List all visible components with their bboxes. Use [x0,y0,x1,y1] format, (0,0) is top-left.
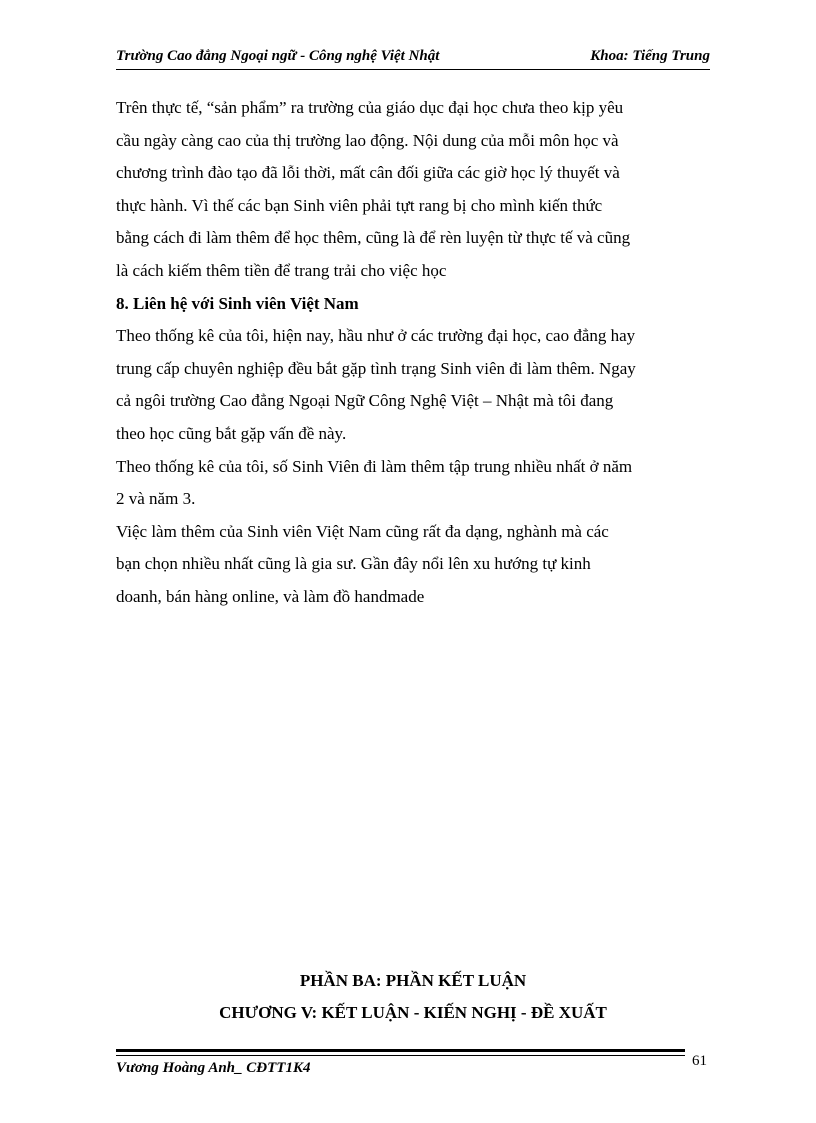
paragraph-line: Việc làm thêm của Sinh viên Việt Nam cũng rất đa dạng, nghành mà các [116,521,609,541]
paragraph-line: bạn chọn nhiều nhất cũng là gia sư. Gần đây nổi lên xu hướng tự kinh [116,554,591,574]
paragraph-line: Trên thực tế, “sản phẩm” ra trường của giáo dục đại học chưa theo kịp yêu [116,98,624,117]
paragraph-line: Theo thống kê của tôi, số Sinh Viên đi làm thêm tập trung nhiều nhất ở năm [116,456,633,476]
footer-divider-thick [116,1049,685,1052]
paragraph-line: là cách kiếm thêm tiền để trang trải cho việc học [116,260,447,280]
part-titles [116,965,710,1029]
paragraph-line: chương trình đào tạo đã lỗi thời, mất cân đối giữa các giờ học lý thuyết và [116,163,620,183]
paragraph-line: thực hành. Vì thế các bạn Sinh viên phải tựt rang bị cho mình kiến thức [116,195,603,215]
header-school-name: Trường Cao đẳng Ngoại ngữ - Công nghệ Việt Nhật [116,48,440,64]
section-heading: 8. Liên hệ với Sinh viên Việt Nam [116,293,359,313]
part-title: PHẦN BA: PHẦN KẾT LUẬN [299,971,527,990]
paragraph-line: cả ngôi trường Cao đẳng Ngoại Ngữ Công Nghệ Việt – Nhật mà tôi đang [116,391,614,411]
body-text [116,92,716,614]
paragraph-line: trung cấp chuyên nghiệp đều bắt gặp tình trạng Sinh viên đi làm thêm. Ngay [116,358,636,378]
chapter-title: CHƯƠNG V: KẾT LUẬN - KIẾN NGHỊ - ĐỀ XUẤT [219,1003,607,1022]
paragraph-line: theo học cũng bắt gặp vấn đề này. [116,423,347,443]
paragraph-line: bằng cách đi làm thêm để học thêm, cũng là để rèn luyện từ thực tế và cũng [116,228,631,248]
header-divider [116,69,710,70]
footer-divider-thin [116,1055,685,1056]
page-number: 61 [692,1053,707,1069]
paragraph-line: 2 và năm 3. [116,489,196,509]
paragraph-line: cầu ngày càng cao của thị trường lao động. Nội dung của mỗi môn học và [116,130,619,150]
footer-author: Vương Hoàng Anh_ CĐTT1K4 [116,1060,311,1076]
paragraph-line: doanh, bán hàng online, và làm đồ handmade [116,586,425,606]
header-faculty: Khoa: Tiếng Trung [590,48,710,64]
page-header [116,48,710,68]
paragraph-line: Theo thống kê của tôi, hiện nay, hầu như ở các trường đại học, cao đẳng hay [116,326,636,346]
